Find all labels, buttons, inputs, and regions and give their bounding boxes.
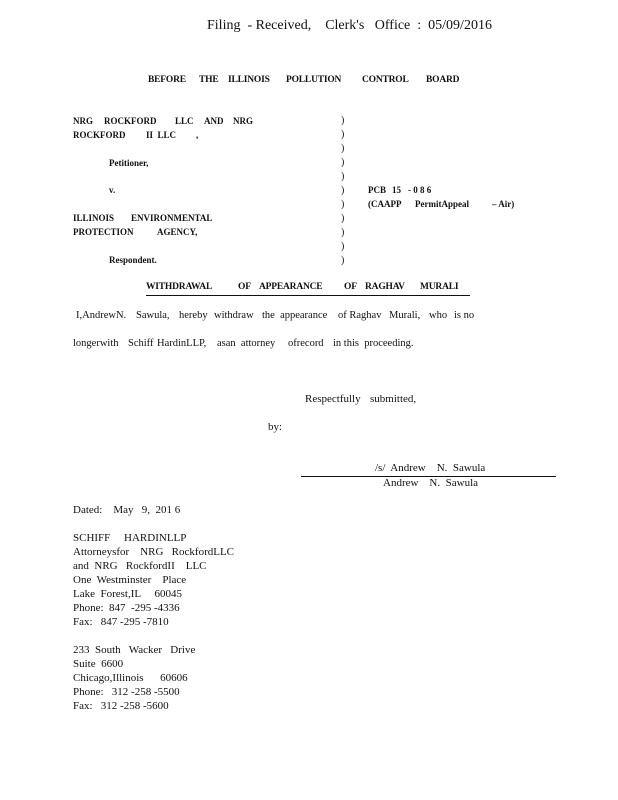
body-word: Murali, <box>389 310 421 321</box>
case-type-part: – Air) <box>492 199 515 209</box>
case-type-part: (CAAPP <box>368 199 402 209</box>
case-number-part: PCB <box>368 185 386 195</box>
address-line: 233 South Wacker Drive <box>73 644 196 656</box>
closing-word: Respectfully <box>305 393 361 405</box>
court-word: ILLINOIS <box>228 75 270 85</box>
respondent-word: AGENCY, <box>157 227 198 237</box>
court-word: POLLUTION <box>286 75 342 85</box>
court-word: CONTROL <box>362 75 409 85</box>
caption-paren: ) <box>341 143 345 154</box>
firm-line: One Westminster Place <box>73 574 187 586</box>
title-word: WITHDRAWAL <box>146 282 213 292</box>
petitioner-word: II LLC <box>146 130 177 140</box>
signer-name: Andrew N. Sawula <box>383 477 479 489</box>
petitioner-word: LLC <box>175 116 194 126</box>
body-word: HardinLLP, <box>157 338 207 349</box>
body-word: withdraw <box>214 310 254 321</box>
address-line: Suite 6600 <box>73 658 124 670</box>
case-number-part: - 0 8 6 <box>408 185 432 195</box>
firm-line: SCHIFF HARDINLLP <box>73 532 187 544</box>
by-label: by: <box>268 421 283 433</box>
body-word: longerwith <box>73 338 119 349</box>
address-line: Fax: 312 -258 -5600 <box>73 700 169 712</box>
petitioner-word: NRG <box>73 116 93 126</box>
body-word: is no <box>454 310 475 321</box>
caption-paren: ) <box>341 227 345 238</box>
body-word: Sawula, <box>136 310 170 321</box>
filing-stamp: Filing - Received, Clerk's Office : 05/09/2016 <box>207 18 492 33</box>
title-word: OF <box>344 282 357 292</box>
firm-line: Phone: 847 -295 -4336 <box>73 602 180 614</box>
title-word: MURALI <box>420 282 459 292</box>
petitioner-word: AND <box>204 116 224 126</box>
body-word: hereby <box>179 310 208 321</box>
respondent-label: Respondent. <box>109 255 157 265</box>
title-underline <box>146 295 470 296</box>
respondent-word: PROTECTION <box>73 227 134 237</box>
petitioner-word: ROCKFORD <box>104 116 157 126</box>
body-word: ofrecord <box>288 338 324 349</box>
body-word: who <box>429 310 448 321</box>
caption-paren: ) <box>341 171 345 182</box>
firm-line: Lake Forest,IL 60045 <box>73 588 182 600</box>
electronic-signature: /s/ Andrew N. Sawula <box>375 462 486 474</box>
title-word: APPEARANCE <box>259 282 323 292</box>
petitioner-word: , <box>196 130 199 140</box>
title-word: RAGHAV <box>365 282 405 292</box>
title-word: OF <box>238 282 251 292</box>
address-line: Phone: 312 -258 -5500 <box>73 686 180 698</box>
firm-line: Attorneysfor NRG RockfordLLC <box>73 546 235 558</box>
court-word: THE <box>199 75 219 85</box>
dated-line: Dated: May 9, 201 6 <box>73 504 181 516</box>
firm-line: Fax: 847 -295 -7810 <box>73 616 169 628</box>
closing-word: submitted, <box>370 393 417 405</box>
body-word: asan attorney <box>217 338 276 349</box>
body-word: of Raghav <box>338 310 382 321</box>
petitioner-label: Petitioner, <box>109 158 149 168</box>
court-word: BOARD <box>426 75 460 85</box>
caption-paren: ) <box>341 129 345 140</box>
caption-paren: ) <box>341 241 345 252</box>
body-word: the appearance <box>262 310 328 321</box>
body-word: Schiff <box>128 338 154 349</box>
petitioner-word: ROCKFORD <box>73 130 126 140</box>
caption-paren: ) <box>341 115 345 126</box>
respondent-word: ILLINOIS <box>73 213 115 223</box>
court-word: BEFORE <box>148 75 186 85</box>
firm-line: and NRG RockfordII LLC <box>73 560 207 572</box>
body-word: in this proceeding. <box>333 338 414 349</box>
caption-paren: ) <box>341 199 345 210</box>
caption-paren: ) <box>341 185 345 196</box>
petitioner-word: NRG <box>233 116 253 126</box>
case-type-part: PermitAppeal <box>415 199 469 209</box>
respondent-word: ENVIRONMENTAL <box>131 213 213 223</box>
body-word: I,AndrewN. <box>76 310 127 321</box>
caption-paren: ) <box>341 157 345 168</box>
case-number-part: 15 <box>392 185 401 195</box>
versus: v. <box>109 185 116 195</box>
caption-paren: ) <box>341 255 345 266</box>
address-line: Chicago,Illinois 60606 <box>73 672 188 684</box>
caption-paren: ) <box>341 213 345 224</box>
